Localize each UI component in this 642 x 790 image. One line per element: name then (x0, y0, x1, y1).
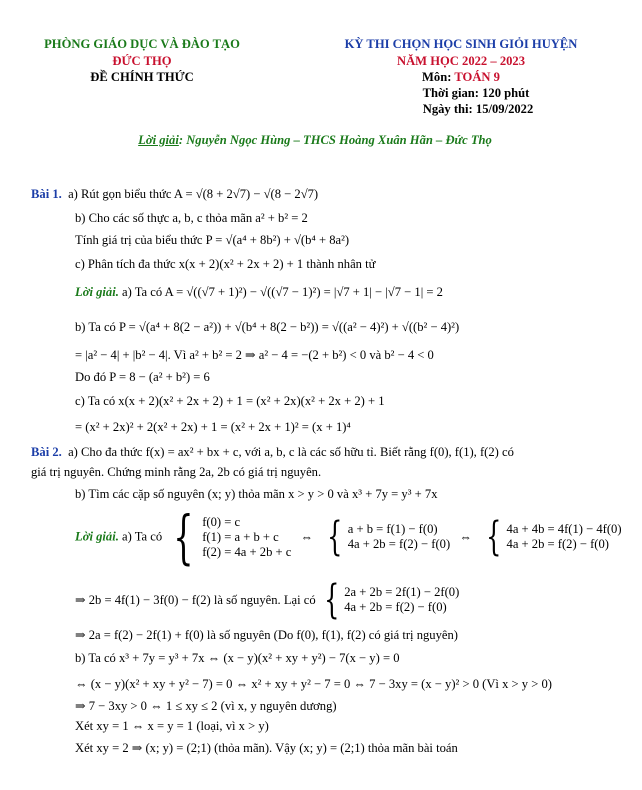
solution-2b-line5: Xét xy = 2 ⇒ (x; y) = (2;1) (thỏa mãn). Vậy (x; y) = (2;1) thỏa mãn bài toán (75, 741, 458, 755)
solution-2b-line3: ⇒ 7 − 3xy > 0 ⇔ 1 ≤ xy ≤ 2 (vì x, y nguyên dương) (75, 699, 337, 713)
equivalence-arrow: ⇔ (300, 529, 314, 544)
exam-date: Ngày thi: 15/09/2022 (422, 102, 534, 116)
solution-2a-conclusion: ⇒ 2a = f(2) − 2f(1) + f(0) là số nguyên (Do f(0), f(1), f(2) có giá trị nguyên) (75, 628, 458, 642)
solution-1c-line1: c) Ta có x(x + 2)(x² + 2x + 2) + 1 = (x² + 2x)(x² + 2x + 2) + 1 (75, 394, 385, 408)
brace-system-3: { (486, 514, 502, 560)
solution-1b-line2: = |a² − 4| + |b² − 4|. Vì a² + b² = 2 ⇒ a² − 4 = −(2 + b²) < 0 và b² − 4 < 0 (75, 348, 434, 362)
brace-system-4: { (323, 577, 340, 623)
problem-1b-line2: Tính giá trị của biểu thức P = √(a⁴ + 8b²) + √(b⁴ + 8a²) (75, 233, 350, 247)
problem-1a-text: a) Rút gọn biểu thức A = √(8 + 2√7) − √(8 − 2√7) (68, 187, 319, 201)
solution-2a-2b-line (75, 577, 460, 623)
system-2 (348, 522, 450, 552)
problem-1-part-a (31, 187, 318, 202)
subject-line (422, 70, 500, 85)
solution-credit (138, 133, 492, 148)
system-1-row: f(0) = c (202, 514, 241, 529)
official-exam-label: ĐỀ CHÍNH THỨC (90, 70, 194, 84)
problem-2-label: Bài 2. (31, 445, 62, 459)
system-2-row: 4a + 2b = f(2) − f(0) (347, 537, 451, 551)
system-3-row: 4a + 4b = 4f(1) − 4f(0) (506, 522, 622, 536)
exam-title: KỲ THI CHỌN HỌC SINH GIỎI HUYỆN (344, 37, 578, 51)
school-year: NĂM HỌC 2022 – 2023 (396, 54, 526, 68)
problem-1c: c) Phân tích đa thức x(x + 2)(x² + 2x + 2) + 1 thành nhân tử (75, 257, 376, 271)
subject-label: Môn: (422, 70, 455, 84)
system-4-row: 4a + 2b = f(2) − f(0) (344, 600, 447, 614)
solution-1-label: Lời giải. (75, 285, 119, 299)
problem-1b-line1: b) Cho các số thực a, b, c thỏa mãn a² + b² = 2 (75, 211, 308, 225)
system-1-row: f(1) = a + b + c (202, 529, 279, 544)
problem-1-label: Bài 1. (31, 187, 62, 201)
solution-2a-systems (75, 503, 622, 571)
problem-2a-line1 (31, 445, 514, 460)
solution-1a-text: a) Ta có A = √((√7 + 1)²) − √((√7 − 1)²) = |√7 + 1| − |√7 − 1| = 2 (118, 285, 443, 299)
system-1-row: f(2) = 4a + 2b + c (202, 544, 292, 559)
credit-text: : Nguyễn Ngọc Hùng – THCS Hoàng Xuân Hãn – Đức Thọ (178, 133, 492, 147)
solution-2-label: Lời giải. (75, 529, 119, 544)
solution-1c-line2: = (x² + 2x)² + 2(x² + 2x) + 1 = (x² + 2x + 1)² = (x + 1)⁴ (75, 420, 351, 434)
system-3 (507, 522, 622, 552)
brace-system-2: { (327, 514, 343, 560)
system-2-row: a + b = f(1) − f(0) (347, 522, 438, 536)
subject-value: TOÁN 9 (454, 70, 500, 84)
equivalence-arrow: ⇔ (459, 529, 472, 544)
department-name: PHÒNG GIÁO DỤC VÀ ĐÀO TẠO (44, 37, 240, 51)
solution-1a (75, 285, 443, 300)
solution-2b-value: ⇒ 2b = 4f(1) − 3f(0) − f(2) là số nguyên. Lại có (75, 593, 319, 607)
credit-label: Lời giải (138, 133, 179, 147)
system-4-row: 2a + 2b = 2f(1) − 2f(0) (344, 585, 460, 599)
problem-2a-text: a) Cho đa thức f(x) = ax² + bx + c, với a, b, c là các số hữu tỉ. Biết rằng f(0), f(1), f(2) có (68, 445, 514, 459)
system-3-row: 4a + 2b = f(2) − f(0) (506, 537, 609, 551)
solution-2b-line2: ⇔ (x − y)(x² + xy + y² − 7) = 0 ⇔ x² + xy + y² − 7 = 0 ⇔ 7 − 3xy = (x − y)² > 0 (Vì x > y > 0) (75, 677, 552, 691)
solution-1b-line3: Do đó P = 8 − (a² + b²) = 6 (75, 370, 210, 384)
solution-2b-line4: Xét xy = 1 ⇔ x = y = 1 (loại, vì x > y) (75, 719, 269, 733)
solution-2b-line1: b) Ta có x³ + 7y = y³ + 7x ⇔ (x − y)(x² + xy + y²) − 7(x − y) = 0 (75, 651, 400, 665)
brace-system-1: { (173, 503, 194, 571)
system-1 (202, 515, 291, 560)
solution-2a-prefix: a) Ta có (118, 529, 166, 544)
district-name: ĐỨC THỌ (112, 54, 172, 68)
solution-1b-line1: b) Ta có P = √(a⁴ + 8(2 − a²)) + √(b⁴ + 8(2 − b²)) = √((a² − 4)²) + √((b² − 4)²) (75, 320, 460, 334)
problem-2a-line2: giá trị nguyên. Chứng minh rằng 2a, 2b có giá trị nguyên. (31, 465, 322, 479)
problem-2b: b) Tìm các cặp số nguyên (x; y) thỏa mãn x > y > 0 và x³ + 7y = y³ + 7x (75, 487, 438, 501)
time-limit: Thời gian: 120 phút (422, 86, 530, 100)
system-4 (344, 585, 459, 615)
